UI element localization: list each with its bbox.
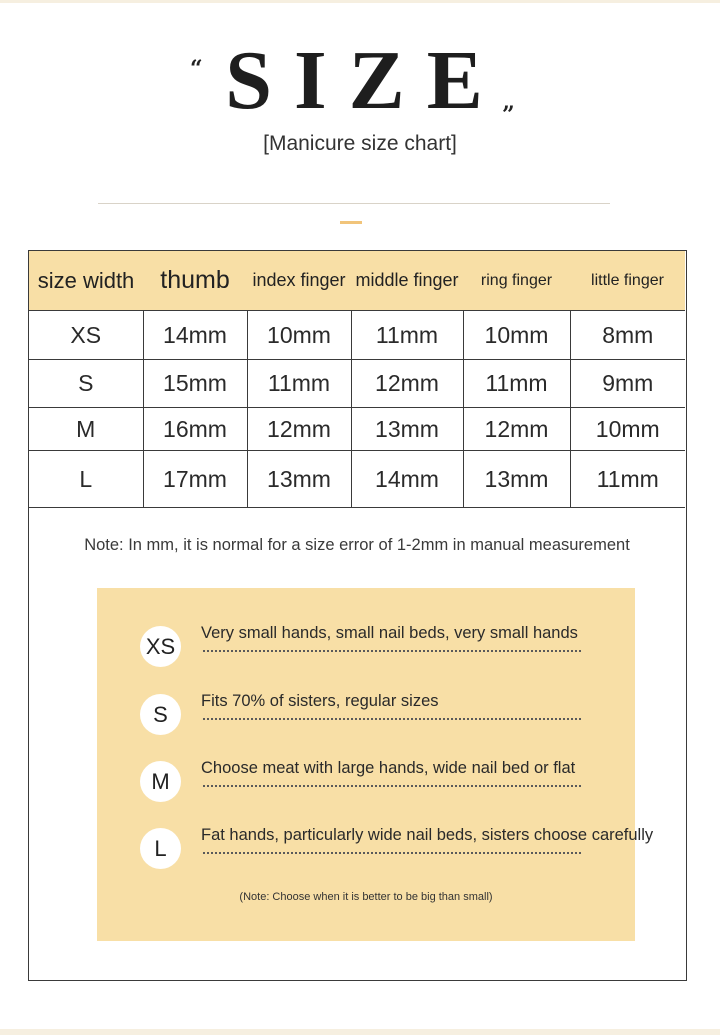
table-header-row [29, 251, 685, 311]
guide-item-s [97, 694, 635, 744]
table-cell: 17mm [143, 451, 247, 508]
table-cell: XS [29, 311, 143, 360]
close-quote-mark: ” [502, 102, 515, 128]
size-badge-m: M [140, 761, 181, 802]
size-guide-box [97, 588, 654, 941]
table-cell: 9mm [570, 360, 685, 408]
dotted-underline [203, 785, 581, 787]
table-cell: L [29, 451, 143, 508]
guide-item-l [97, 826, 654, 878]
guide-item-m [97, 761, 635, 811]
table-cell: M [29, 408, 143, 451]
guide-text-m: Choose meat with large hands, wide nail bed or flat [201, 759, 576, 777]
table-cell: 14mm [351, 451, 463, 508]
bottom-edge-strip [0, 1029, 720, 1035]
size-badge-s: S [140, 694, 181, 735]
table-cell: 10mm [463, 311, 570, 360]
title-block [0, 36, 720, 126]
guide-text-l: Fat hands, particularly wide nail beds, sisters choose carefully [201, 826, 654, 844]
divider-accent-mark [340, 221, 362, 224]
table-cell: S [29, 360, 143, 408]
table-row-l [29, 451, 685, 508]
header-middle-finger: middle finger [351, 251, 463, 311]
table-cell: 12mm [351, 360, 463, 408]
measurement-note: Note: In mm, it is normal for a size error of 1-2mm in manual measurement [84, 536, 630, 554]
guide-item-xs [97, 626, 635, 676]
guide-text-s: Fits 70% of sisters, regular sizes [201, 692, 439, 710]
table-cell: 14mm [143, 311, 247, 360]
guide-text-xs: Very small hands, small nail beds, very small hands [201, 624, 578, 642]
size-badge-xs: XS [140, 626, 181, 667]
table-cell: 13mm [351, 408, 463, 451]
table-cell: 10mm [570, 408, 685, 451]
dotted-underline [203, 718, 581, 720]
header-thumb: thumb [143, 251, 247, 311]
page-subtitle: [Manicure size chart] [263, 132, 457, 155]
dotted-underline [203, 650, 581, 652]
table-cell: 10mm [247, 311, 351, 360]
table-row-xs [29, 311, 685, 360]
dotted-underline [203, 852, 581, 854]
table-cell: 11mm [570, 451, 685, 508]
size-table [29, 251, 685, 508]
divider-line [98, 203, 610, 204]
table-cell: 16mm [143, 408, 247, 451]
header-little-finger: little finger [570, 251, 685, 311]
table-cell: 12mm [247, 408, 351, 451]
table-cell: 15mm [143, 360, 247, 408]
guide-footnote: (Note: Choose when it is better to be big than small) [239, 891, 493, 903]
table-row-m [29, 408, 685, 451]
open-quote-mark: “ [190, 56, 203, 82]
table-cell: 8mm [570, 311, 685, 360]
size-badge-l: L [140, 828, 181, 869]
table-row-s [29, 360, 685, 408]
size-chart-panel [28, 250, 687, 981]
table-cell: 13mm [463, 451, 570, 508]
table-cell: 11mm [247, 360, 351, 408]
top-edge-strip [0, 0, 720, 3]
table-cell: 13mm [247, 451, 351, 508]
table-cell: 11mm [351, 311, 463, 360]
table-cell: 11mm [463, 360, 570, 408]
header-index-finger: index finger [247, 251, 351, 311]
page-title: SIZE [225, 34, 505, 127]
table-cell: 12mm [463, 408, 570, 451]
header-size-width: size width [29, 251, 143, 311]
header-ring-finger: ring finger [463, 251, 570, 311]
